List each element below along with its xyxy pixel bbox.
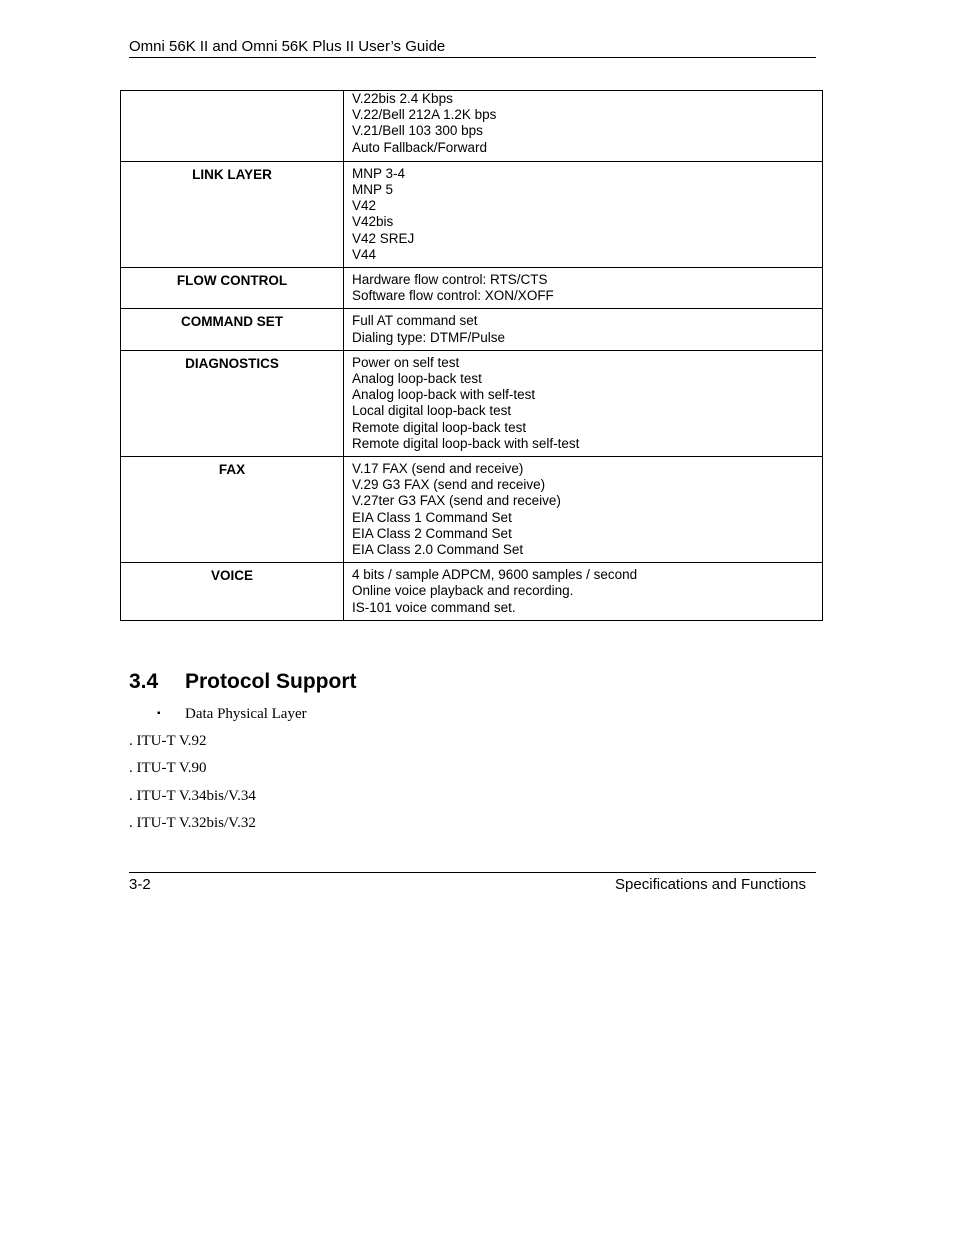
row-label: COMMAND SET [121, 309, 344, 350]
value-line: MNP 3-4 [352, 165, 406, 181]
page-number: 3-2 [129, 876, 151, 893]
list-item: . ITU-T V.90 [129, 760, 207, 777]
row-label: VOICE [121, 563, 344, 621]
row-label [121, 91, 344, 162]
specifications-table [120, 90, 823, 621]
page-footer [129, 872, 816, 893]
table-row [121, 457, 823, 563]
row-values [344, 350, 823, 456]
value-line: V.22bis 2.4 Kbps [352, 91, 453, 106]
table-row [121, 268, 823, 309]
row-label: FLOW CONTROL [121, 268, 344, 309]
value-line: EIA Class 2.0 Command Set [352, 542, 524, 558]
section-heading [129, 668, 357, 696]
section-number: 3.4 [129, 670, 159, 693]
value-line: V.17 FAX (send and receive) [352, 461, 524, 477]
guide-title: Omni 56K II and Omni 56K Plus II User’s Guide [129, 38, 446, 55]
table-row [121, 91, 823, 162]
value-line: Dialing type: DTMF/Pulse [352, 329, 506, 345]
table-row [121, 161, 823, 267]
value-line: EIA Class 2 Command Set [352, 525, 512, 541]
value-line: V42bis [352, 214, 394, 230]
value-line: V42 SREJ [352, 230, 415, 246]
row-values [344, 91, 823, 162]
row-values [344, 161, 823, 267]
value-line: V44 [352, 246, 377, 262]
value-line: Online voice playback and recording. [352, 583, 574, 599]
value-line: IS-101 voice command set. [352, 599, 516, 615]
value-line: Hardware flow control: RTS/CTS [352, 272, 548, 288]
value-line: V.22/Bell 212A 1.2K bps [352, 107, 497, 123]
row-label: LINK LAYER [121, 161, 344, 267]
value-line: V.27ter G3 FAX (send and receive) [352, 493, 561, 509]
bullet-text: Data Physical Layer [185, 706, 307, 722]
value-line: V.21/Bell 103 300 bps [352, 123, 483, 139]
value-line: V.29 G3 FAX (send and receive) [352, 477, 546, 493]
row-values [344, 563, 823, 621]
value-line: Remote digital loop-back with self-test [352, 435, 580, 451]
value-line: Analog loop-back with self-test [352, 387, 536, 403]
table-row [121, 309, 823, 350]
section-title: Protocol Support [185, 670, 357, 693]
row-values [344, 268, 823, 309]
value-line: MNP 5 [352, 182, 394, 198]
list-item: . ITU-T V.34bis/V.34 [129, 787, 256, 804]
bullet-item [157, 704, 307, 724]
table-row [121, 350, 823, 456]
value-line: Local digital loop-back test [352, 403, 512, 419]
table-row [121, 563, 823, 621]
list-item: . ITU-T V.32bis/V.32 [129, 814, 256, 831]
row-values [344, 309, 823, 350]
row-values [344, 457, 823, 563]
page-header [129, 37, 816, 58]
row-label: FAX [121, 457, 344, 563]
value-line: Remote digital loop-back test [352, 419, 527, 435]
value-line: Power on self test [352, 354, 460, 370]
value-line: EIA Class 1 Command Set [352, 509, 512, 525]
list-item: . ITU-T V.92 [129, 733, 207, 749]
chapter-title: Specifications and Functions [615, 876, 806, 893]
square-bullet-icon: ▪ [157, 708, 161, 719]
value-line: V42 [352, 198, 377, 214]
value-line: Software flow control: XON/XOFF [352, 288, 554, 304]
value-line: Auto Fallback/Forward [352, 139, 488, 155]
protocol-list [129, 731, 256, 840]
value-line: Analog loop-back test [352, 371, 482, 387]
row-label: DIAGNOSTICS [121, 350, 344, 456]
value-line: 4 bits / sample ADPCM, 9600 samples / second [352, 567, 638, 583]
value-line: Full AT command set [352, 313, 478, 329]
